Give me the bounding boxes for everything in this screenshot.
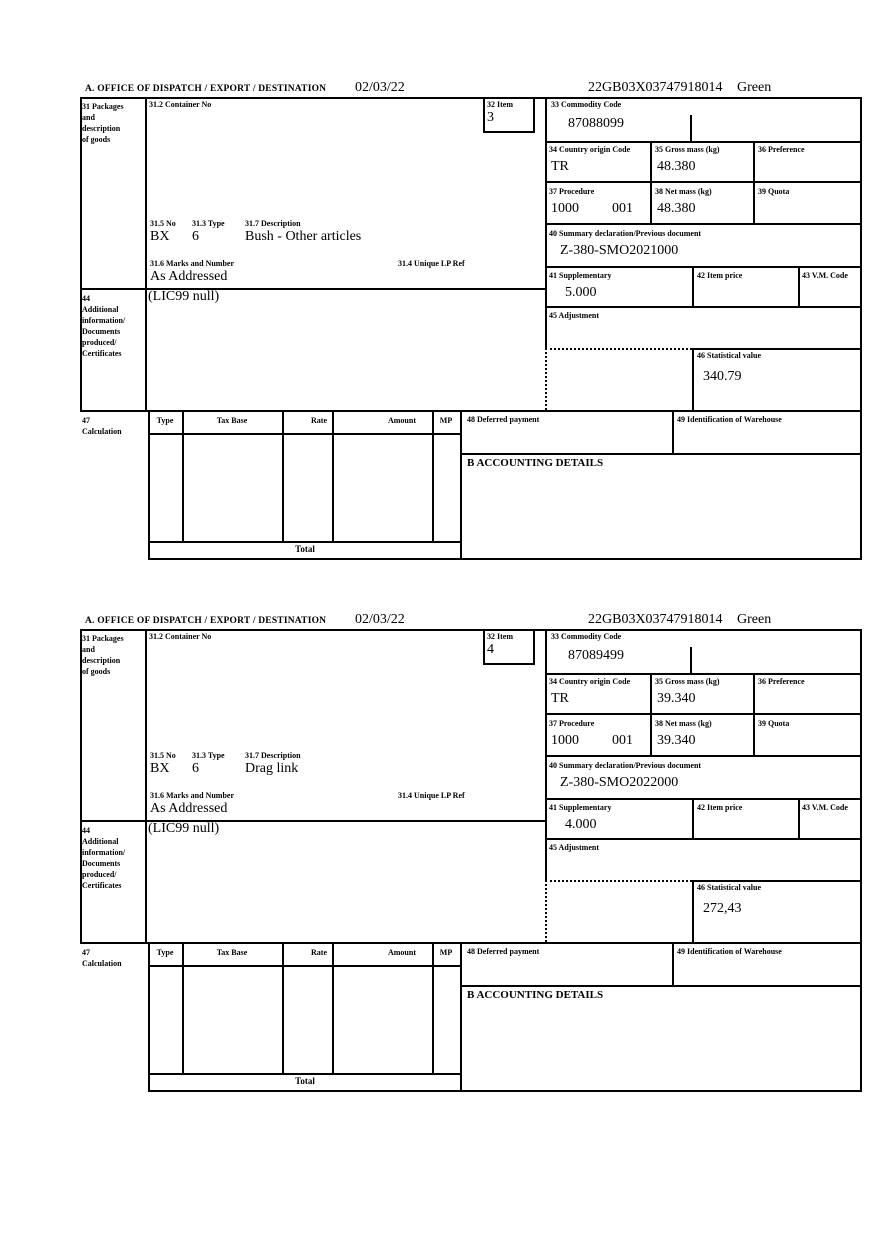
box32-item-label: 32 Item [487, 100, 513, 109]
gridline [545, 713, 862, 715]
box31-5-no-label: 31.5 No [150, 219, 176, 228]
box36-preference-label: 36 Preference [758, 677, 805, 686]
dotted-gridline [545, 348, 692, 350]
dotted-gridline [545, 348, 547, 410]
gridline [545, 673, 862, 675]
supplementary-value: 5.000 [565, 285, 597, 300]
box49-warehouse-label: 49 Identification of Warehouse [677, 947, 782, 956]
marks-and-number-value: As Addressed [150, 801, 228, 816]
box38-net-mass-label: 38 Net mass (kg) [655, 719, 712, 728]
item-number-value: 3 [487, 110, 494, 125]
declaration-date: 02/03/22 [355, 612, 405, 627]
gridline [462, 985, 862, 987]
box40-summary-declaration-label: 40 Summary declaration/Previous document [549, 761, 702, 770]
box45-adjustment-label: 45 Adjustment [549, 311, 600, 320]
box44-label-line: Certificates [82, 881, 122, 890]
gridline [545, 266, 862, 268]
box42-item-price-label: 42 Item price [697, 271, 743, 280]
box31-label-line: and [82, 645, 95, 654]
box37-procedure-label: 37 Procedure [549, 719, 595, 728]
box47-label-line: 47 [82, 948, 90, 957]
gridline [182, 944, 184, 1075]
accounting-details-label: B ACCOUNTING DETAILS [467, 989, 604, 1001]
gridline [650, 675, 652, 755]
box44-label-line: information/ [82, 848, 126, 857]
box44-label-line: Certificates [82, 349, 122, 358]
item-number-value: 4 [487, 642, 494, 657]
procedure-value: 1000 [551, 733, 579, 748]
gridline [650, 143, 652, 223]
box36-preference-label: 36 Preference [758, 145, 805, 154]
box48-deferred-payment-label: 48 Deferred payment [467, 947, 540, 956]
gridline [860, 629, 862, 1092]
declaration-date: 02/03/22 [355, 80, 405, 95]
box31-label-line: description [82, 124, 121, 133]
box33-commodity-code-label: 33 Commodity Code [551, 100, 622, 109]
box34-country-origin-label: 34 Country origin Code [549, 677, 631, 686]
calc-total-label: Total [295, 1076, 315, 1086]
box44-label-line: Additional [82, 305, 119, 314]
box41-supplementary-label: 41 Supplementary [549, 271, 612, 280]
gridline [692, 880, 862, 882]
box37-procedure-label: 37 Procedure [549, 187, 595, 196]
procedure-suffix-value: 001 [612, 201, 633, 216]
box47-label-line: Calculation [82, 427, 122, 436]
box31-packages-label [82, 101, 124, 145]
gridline [182, 412, 184, 543]
box44-additional-info-label [82, 293, 125, 359]
customs-item-block-2 [0, 612, 882, 1112]
gridline [692, 268, 694, 306]
gridline [332, 412, 334, 543]
statistical-value: 272,43 [703, 901, 742, 916]
box31-label-line: description [82, 656, 121, 665]
office-of-dispatch-label: A. OFFICE OF DISPATCH / EXPORT / DESTINATION [85, 84, 327, 94]
gridline [545, 798, 862, 800]
box38-net-mass-label: 38 Net mass (kg) [655, 187, 712, 196]
gridline [692, 348, 694, 410]
calc-col-rate-header: Rate [311, 416, 327, 425]
commodity-code-value: 87089499 [568, 648, 624, 663]
gridline [545, 838, 862, 840]
gross-mass-value: 39.340 [657, 691, 696, 706]
gridline [432, 412, 434, 543]
gridline [798, 268, 800, 306]
calc-col-mp-header: MP [439, 948, 453, 957]
country-origin-value: TR [551, 159, 569, 174]
box44-label-line: Documents [82, 859, 121, 868]
box44-label-line: produced/ [82, 338, 117, 347]
box47-calculation-label [82, 415, 122, 437]
box31-2-container-no-label: 31.2 Container No [149, 100, 212, 109]
box33-commodity-code-label: 33 Commodity Code [551, 632, 622, 641]
box42-item-price-label: 42 Item price [697, 803, 743, 812]
dotted-gridline [545, 880, 692, 882]
box44-label-line: Documents [82, 327, 121, 336]
gridline [80, 97, 862, 99]
commodity-code-divider [690, 647, 692, 673]
gridline [545, 755, 862, 757]
calc-col-amount-header: Amount [387, 416, 416, 425]
gridline [148, 433, 462, 435]
customs-item-block-1 [0, 80, 882, 580]
box31-label-line: 31 Packages [82, 102, 124, 111]
gridline [545, 141, 862, 143]
box44-label-line: 44 [82, 294, 90, 303]
declaration-reference: 22GB03X03747918014 [588, 80, 723, 95]
goods-description-value: Drag link [245, 761, 299, 776]
calc-total-label: Total [295, 544, 315, 554]
additional-information-value: (LIC99 null) [148, 289, 220, 304]
additional-information-value: (LIC99 null) [148, 821, 220, 836]
gridline [753, 675, 755, 755]
gridline [432, 944, 434, 1075]
box44-label-line: information/ [82, 316, 126, 325]
supplementary-value: 4.000 [565, 817, 597, 832]
gridline [545, 181, 862, 183]
gridline [798, 800, 800, 838]
package-no-value: BX [150, 761, 170, 776]
gridline [672, 412, 674, 455]
box44-label-line: Additional [82, 837, 119, 846]
net-mass-value: 48.380 [657, 201, 696, 216]
calc-col-amount-header: Amount [387, 948, 416, 957]
box31-4-unique-lp-ref-label: 31.4 Unique LP Ref [398, 259, 465, 268]
gridline [80, 629, 862, 631]
box31-3-type-label: 31.3 Type [192, 219, 225, 228]
box32-item-label: 32 Item [487, 632, 513, 641]
commodity-code-value: 87088099 [568, 116, 624, 131]
box44-label-line: 44 [82, 826, 90, 835]
gridline [282, 412, 284, 543]
gridline [545, 223, 862, 225]
box31-3-type-label: 31.3 Type [192, 751, 225, 760]
box46-statistical-value-label: 46 Statistical value [697, 883, 761, 892]
statistical-value: 340.79 [703, 369, 742, 384]
calc-col-type-header: Type [156, 948, 174, 957]
marks-and-number-value: As Addressed [150, 269, 228, 284]
gridline [332, 944, 334, 1075]
gridline [692, 880, 694, 942]
gridline [148, 944, 150, 1075]
box31-6-marks-label: 31.6 Marks and Number [150, 259, 235, 268]
calc-col-type-header: Type [156, 416, 174, 425]
box31-5-no-label: 31.5 No [150, 751, 176, 760]
net-mass-value: 39.340 [657, 733, 696, 748]
accounting-details-label: B ACCOUNTING DETAILS [467, 457, 604, 469]
gridline [692, 800, 694, 838]
gridline [148, 412, 150, 543]
gridline [145, 629, 147, 944]
gridline [462, 453, 862, 455]
box47-calculation-label [82, 947, 122, 969]
commodity-code-divider [690, 115, 692, 141]
box43-vm-code-label: 43 V.M. Code [802, 803, 848, 812]
declaration-reference: 22GB03X03747918014 [588, 612, 723, 627]
box39-quota-label: 39 Quota [758, 187, 790, 196]
box46-statistical-value-label: 46 Statistical value [697, 351, 761, 360]
gridline [860, 97, 862, 560]
box35-gross-mass-label: 35 Gross mass (kg) [655, 677, 720, 686]
box44-additional-info-label [82, 825, 125, 891]
package-type-value: 6 [192, 761, 199, 776]
gridline [753, 143, 755, 223]
box47-label-line: 47 [82, 416, 90, 425]
box34-country-origin-label: 34 Country origin Code [549, 145, 631, 154]
box35-gross-mass-label: 35 Gross mass (kg) [655, 145, 720, 154]
box31-label-line: 31 Packages [82, 634, 124, 643]
package-type-value: 6 [192, 229, 199, 244]
box47-label-line: Calculation [82, 959, 122, 968]
box31-6-marks-label: 31.6 Marks and Number [150, 791, 235, 800]
gridline [80, 942, 862, 944]
gross-mass-value: 48.380 [657, 159, 696, 174]
calc-col-tax-base-header: Tax Base [216, 948, 248, 957]
gridline [145, 97, 147, 412]
gridline [148, 1090, 862, 1092]
country-origin-value: TR [551, 691, 569, 706]
box43-vm-code-label: 43 V.M. Code [802, 271, 848, 280]
calc-col-tax-base-header: Tax Base [216, 416, 248, 425]
gridline [692, 348, 862, 350]
box31-2-container-no-label: 31.2 Container No [149, 632, 212, 641]
routing-status: Green [737, 612, 772, 627]
gridline [148, 965, 462, 967]
box49-warehouse-label: 49 Identification of Warehouse [677, 415, 782, 424]
procedure-suffix-value: 001 [612, 733, 633, 748]
gridline [148, 1073, 462, 1075]
box41-supplementary-label: 41 Supplementary [549, 803, 612, 812]
box48-deferred-payment-label: 48 Deferred payment [467, 415, 540, 424]
box31-packages-label [82, 633, 124, 677]
box31-label-line: of goods [82, 667, 111, 676]
box31-4-unique-lp-ref-label: 31.4 Unique LP Ref [398, 791, 465, 800]
goods-description-value: Bush - Other articles [245, 229, 362, 244]
box39-quota-label: 39 Quota [758, 719, 790, 728]
dotted-gridline [545, 880, 547, 942]
routing-status: Green [737, 80, 772, 95]
box31-label-line: and [82, 113, 95, 122]
procedure-value: 1000 [551, 201, 579, 216]
gridline [672, 944, 674, 987]
box31-7-description-label: 31.7 Description [245, 751, 301, 760]
previous-document-value: Z-380-SMO2022000 [560, 775, 679, 790]
box44-label-line: produced/ [82, 870, 117, 879]
box31-7-description-label: 31.7 Description [245, 219, 301, 228]
office-of-dispatch-label: A. OFFICE OF DISPATCH / EXPORT / DESTINATION [85, 616, 327, 626]
calc-col-mp-header: MP [439, 416, 453, 425]
package-no-value: BX [150, 229, 170, 244]
calc-col-rate-header: Rate [311, 948, 327, 957]
box31-label-line: of goods [82, 135, 111, 144]
previous-document-value: Z-380-SMO2021000 [560, 243, 679, 258]
gridline [148, 541, 462, 543]
gridline [545, 306, 862, 308]
gridline [80, 410, 862, 412]
gridline [148, 558, 862, 560]
box45-adjustment-label: 45 Adjustment [549, 843, 600, 852]
box40-summary-declaration-label: 40 Summary declaration/Previous document [549, 229, 702, 238]
gridline [282, 944, 284, 1075]
